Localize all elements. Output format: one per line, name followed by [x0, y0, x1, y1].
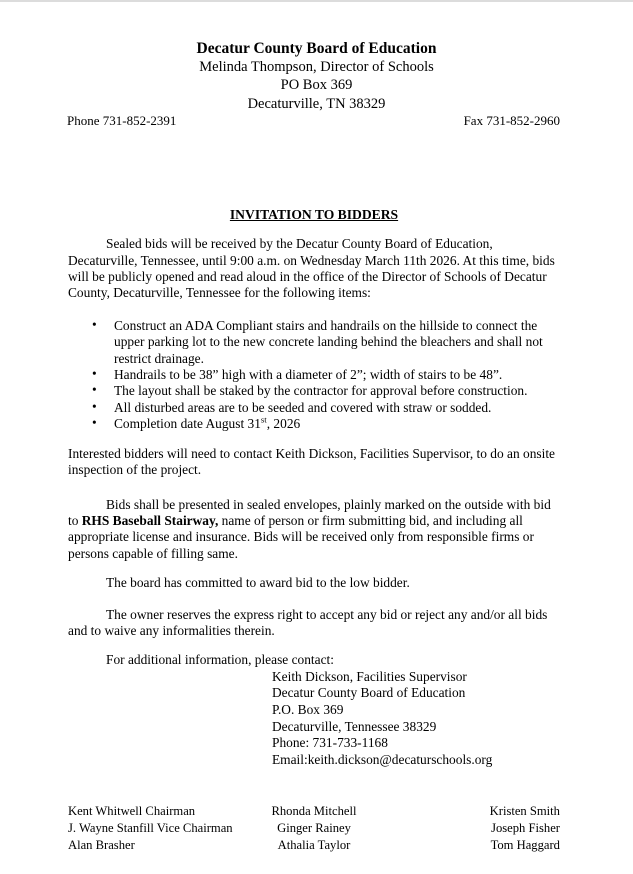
- board-column-left: [68, 803, 233, 853]
- board-member: Rhonda Mitchell: [271, 804, 357, 819]
- document-body: [0, 206, 633, 768]
- contact-email: Email:keith.dickson@decaturschools.org: [272, 751, 493, 767]
- board-column-right: [398, 803, 560, 853]
- contact-organization: Decatur County Board of Education: [272, 685, 466, 701]
- list-item: [68, 367, 560, 383]
- director-line: Melinda Thompson, Director of Schools: [199, 59, 434, 75]
- board-member: Joseph Fisher: [491, 820, 560, 835]
- board-member: Kristen Smith: [489, 804, 560, 819]
- list-item-completion-date: [68, 416, 560, 432]
- contact-po-box: P.O. Box 369: [272, 701, 344, 717]
- ordinal-superscript: st: [260, 414, 267, 425]
- bullet-icon: •: [92, 366, 97, 382]
- board-column-center: [230, 803, 397, 853]
- board-member: Tom Haggard: [490, 837, 560, 852]
- board-member: Kent Whitwell Chairman: [68, 804, 196, 819]
- intro-paragraph: Sealed bids will be received by the Decatur County Board of Education, Decaturville, Tennessee, until 9:00 a.m. on Wednesday March 11th 2026. At this time, bids will be publicly opened and read aloud in the office of the Director of Schools of Decatur County, Decaturville, Tennessee for the following items:: [68, 236, 555, 301]
- document-title: INVITATION TO BIDDERS: [229, 207, 399, 223]
- board-member: Alan Brasher: [68, 837, 135, 852]
- bid-items-list: [68, 318, 560, 433]
- list-item: [68, 383, 560, 399]
- list-item-text: The layout shall be staked by the contractor for approval before construction.: [114, 383, 528, 399]
- list-item-text: Handrails to be 38” high with a diameter of 2”; width of stairs to be 48”.: [114, 367, 503, 383]
- city-state-zip-line: Decaturville, TN 38329: [247, 95, 386, 112]
- po-box-line: PO Box 369: [280, 77, 353, 94]
- board-member: Ginger Rainey: [277, 820, 351, 835]
- list-item-text: Completion date August 31st, 2026: [114, 414, 301, 432]
- bullet-icon: •: [92, 398, 97, 414]
- letterhead: [0, 2, 633, 113]
- inspection-paragraph: Interested bidders will need to contact Keith Dickson, Facilities Supervisor, to do an onsite inspection of the project.: [68, 445, 555, 478]
- organization-name: Decatur County Board of Education: [196, 40, 437, 57]
- bullet-icon: •: [92, 316, 97, 332]
- board-members-footer: [0, 803, 633, 853]
- board-member: J. Wayne Stanfill Vice Chairman: [68, 820, 233, 835]
- phone-number: Phone 731-852-2391: [67, 113, 177, 129]
- list-item: [68, 318, 560, 367]
- more-info-paragraph: For additional information, please contact:: [106, 652, 334, 668]
- bullet-icon: •: [92, 415, 97, 431]
- award-paragraph: The board has committed to award bid to the low bidder.: [106, 575, 410, 591]
- phone-fax-row: [0, 113, 633, 128]
- contact-person: Keith Dickson, Facilities Supervisor: [272, 668, 467, 684]
- bid-label-bold: RHS Baseball Stairway,: [81, 512, 219, 528]
- bullet-icon: •: [92, 382, 97, 398]
- list-item-text: All disturbed areas are to be seeded and covered with straw or sodded.: [114, 399, 492, 415]
- sealed-bids-paragraph: Bids shall be presented in sealed envelopes, plainly marked on the outside with bid to RHS Baseball Stairway, name of person or firm submitting bid, and including all appropriate license and insurance. Bids will be received only from responsible firms or persons capable of filling same.: [68, 496, 551, 561]
- contact-block: [272, 669, 560, 769]
- list-item-text: Construct an ADA Compliant stairs and handrails on the hillside to connect the upper parking lot to the new concrete landing behind the bleachers and shall not restrict drainage.: [114, 317, 543, 366]
- board-member: Athalia Taylor: [277, 837, 351, 852]
- contact-city-state-zip: Decaturville, Tennessee 38329: [272, 718, 437, 734]
- list-item: [68, 400, 560, 416]
- contact-phone: Phone: 731-733-1168: [272, 735, 388, 751]
- rights-paragraph: The owner reserves the express right to accept any bid or reject any and/or all bids and to waive any informalities therein.: [68, 606, 548, 638]
- fax-number: Fax 731-852-2960: [463, 113, 560, 129]
